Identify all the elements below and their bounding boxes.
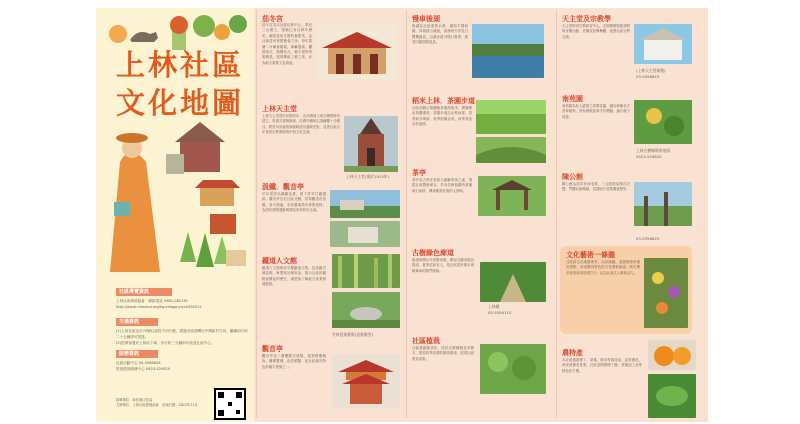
section-text: 觀音亭為三層樓閣式建築，屋頂飛簷翹角，雕樑畫棟，色彩鮮豔，是社區最具特色的廟宇建築之一。 [262,354,326,369]
info-bar-service: 服務資訊 [116,350,158,358]
section-title: 稻米上林．茶園步道 [412,97,475,105]
cover-illustration [100,122,254,282]
section-title: 鐵道人文館 [262,257,297,265]
residence-photo [634,182,692,226]
section-text: 廊道兩側百年老樹成蔭，樹冠交織成綠色隧道，夏季清涼宜人，是社區居民散步與騎單車的熱門路線。 [412,258,474,273]
church-hall-photo [634,24,692,64]
section-title: 天主堂及宗教學 [562,15,611,23]
section-title: 文化藝術一條龍 [566,251,615,259]
art-garden-photo [332,292,400,328]
photo-caption: 竹林意象藝術(意象模型) [332,332,373,337]
photo-caption: 03-5556825 [636,74,660,79]
garden-photo [634,100,692,144]
section-text: 茄冬宮為本社區信仰中心，奉祀三山國王，建廟已有百餘年歷史。廟前老茄冬樹枝葉繁茂，為社區居民休憩聚會之所。每年農曆二月廟會慶典，神轎遶境，鑼鼓喧天，熱鬧非凡。廟宇屋脊剪黏精美，展現傳統工藝之美，亦為地方重要文化資產。 [262,23,312,65]
art-photo [644,258,688,328]
photo-caption: 03-5556825 [636,236,660,241]
section-text: 陳公館為清末仕紳宅第，三合院格局保存完整，門樓彩繪精緻，見證地方望族興衰歷史。 [562,182,630,192]
section-text: 天主堂附設宗教研習中心，定期舉辦聖經課程與音樂活動，並開放民眾參觀，促進社區宗教交流。 [562,24,630,39]
section-title: 上林天主堂 [262,105,297,113]
section-title: 茶亭 [412,169,426,177]
info-bar-transport: 交通資訊 [116,318,158,326]
section-text: 後湖為社區重要水源，湖面平靜如鏡，四周群山環繞，清晨時分常見白鷺鷥棲息。沿湖步道可慢行賞景，感受田園悠閒氣息。 [412,24,468,45]
section-title: 南苑園 [562,95,583,103]
info-text-transport: (1)上林社區由台74號往南投方向行駛，經過市區後轉往中興新村方向，繼續前行約二十分鐘即可抵達。 (2)搭乘客運於上林站下車，步行約三分鐘即可抵達社區中心。 [116,329,248,345]
section-title: 陳公館 [562,173,583,181]
section-title: 古樹綠色廊道 [412,249,454,257]
section-title: 慢車後湖 [412,15,440,23]
orange-photo [648,340,696,370]
section-title: 社區植栽 [412,337,440,345]
footer-credits: 指導單位：彰化縣文化局 主辦單位：上林社區發展協會 出版日期：2012年11月 [116,398,198,407]
title-line-2: 文化地圖 [116,86,245,120]
ironwork-photo-2 [330,221,400,247]
photo-caption: (上林天主堂新館) [636,68,666,73]
section-title: 茄冬宮 [262,15,283,23]
farm-photo-1 [476,100,546,134]
section-title: 汲鐵．觀音亭 [262,183,304,191]
photo-caption: 05-5556115 [488,310,512,315]
photo-caption: 上林古樹廣場南苑園 [636,148,671,153]
plants-photo [480,344,546,394]
cover-title [116,46,244,122]
section-text: 早年居民以鑄鐵為業，留下許多打鐵遺跡。觀音亭位於社區北側，供奉觀世音菩薩，香火鼎盛，亭前廣場設有休憩座椅，為居民晨間運動與閒話家常的好去處。 [262,192,326,213]
tea-pavilion-photo [478,176,546,216]
section-text: 鐵道人文館保存早期鐵道文物，包括舊式號誌燈、車票與站務用品，展示社區因鐵路而興起的歷史，讓遊客了解地方產業發展脈絡。 [262,266,326,287]
tea-leaf-photo [648,374,696,418]
church-photo [344,116,398,172]
section-text: 本社區盛產柳丁、茶葉、稻米等農產品，品質優良，深受消費者喜愛。社區並開發柳丁醋、茶葉加工品等特色伴手禮。 [562,358,642,373]
info-text-community: 上林社區發展協會 聯絡電話 0981-082161 http://dwsb.nlmaicd.org/tw/village/ylysl/430512 [116,299,202,309]
info-text-service: 社區活動中心 04-5566626 旅遊諮詢服務中心 0923-520820 [116,361,171,371]
section-text: 茶亭為古時往來旅人歇腳奉茶之處，現經社區整修保存，亭內仍保留舊時茶桶與石桌椅，傳承樂善好施的人情味。 [412,178,472,193]
farm-photo-2 [476,137,546,163]
title-line-1: 上林社區 [116,48,245,82]
qr-code[interactable] [214,388,246,420]
photo-caption: 上林橋 [488,304,500,309]
section-text: 社區結合在地藝術家，以彩繪牆、裝置藝術串連各景點，形成獨具特色的文化藝術廊道，吸引眾多遊客前來拍照打卡，也為社區注入嶄新活力。 [566,260,640,275]
pavilion-photo [332,354,400,408]
section-text: 上林天主堂建於民國初年，由外國神父來台傳教時所建立，哥德式建築風格，紅磚外牆與尖頂鐘樓十分醒目。教堂內彩繪玻璃窗映照出溫暖光影，見證社區百年來的宗教發展與中西文化交流。 [262,114,340,135]
section-title: 觀音亭 [262,345,283,353]
lake-photo [472,24,544,78]
bamboo-photo [332,254,400,288]
photo-caption: 上林天主堂(建於1913年) [346,174,389,179]
section-title: 農特產 [562,349,583,357]
photo-caption: 0923-520820 [636,154,662,159]
section-text: 南苑園為私人經營之休閒花園，園內栽種各式香草植物，設有餐飲區與手作體驗，適合親子同遊。 [562,104,630,119]
section-text: 社區推動綠美化，居民自發種植花草樹木，營造四季花開的優美環境，展現社區營造成果。 [412,346,474,361]
temple-photo [316,24,398,80]
ironwork-photo-1 [330,190,400,218]
green-corridor-photo [480,262,546,302]
section-text: 社區西側丘陵種植茶葉與稻米，層層梯田景觀優美。茶園步道沿山勢而建，春季新芽翠綠，秋季稻穗金黃，四季景致各有風情。 [412,106,472,127]
info-bar-community: 社區導覽資訊 [116,288,172,296]
